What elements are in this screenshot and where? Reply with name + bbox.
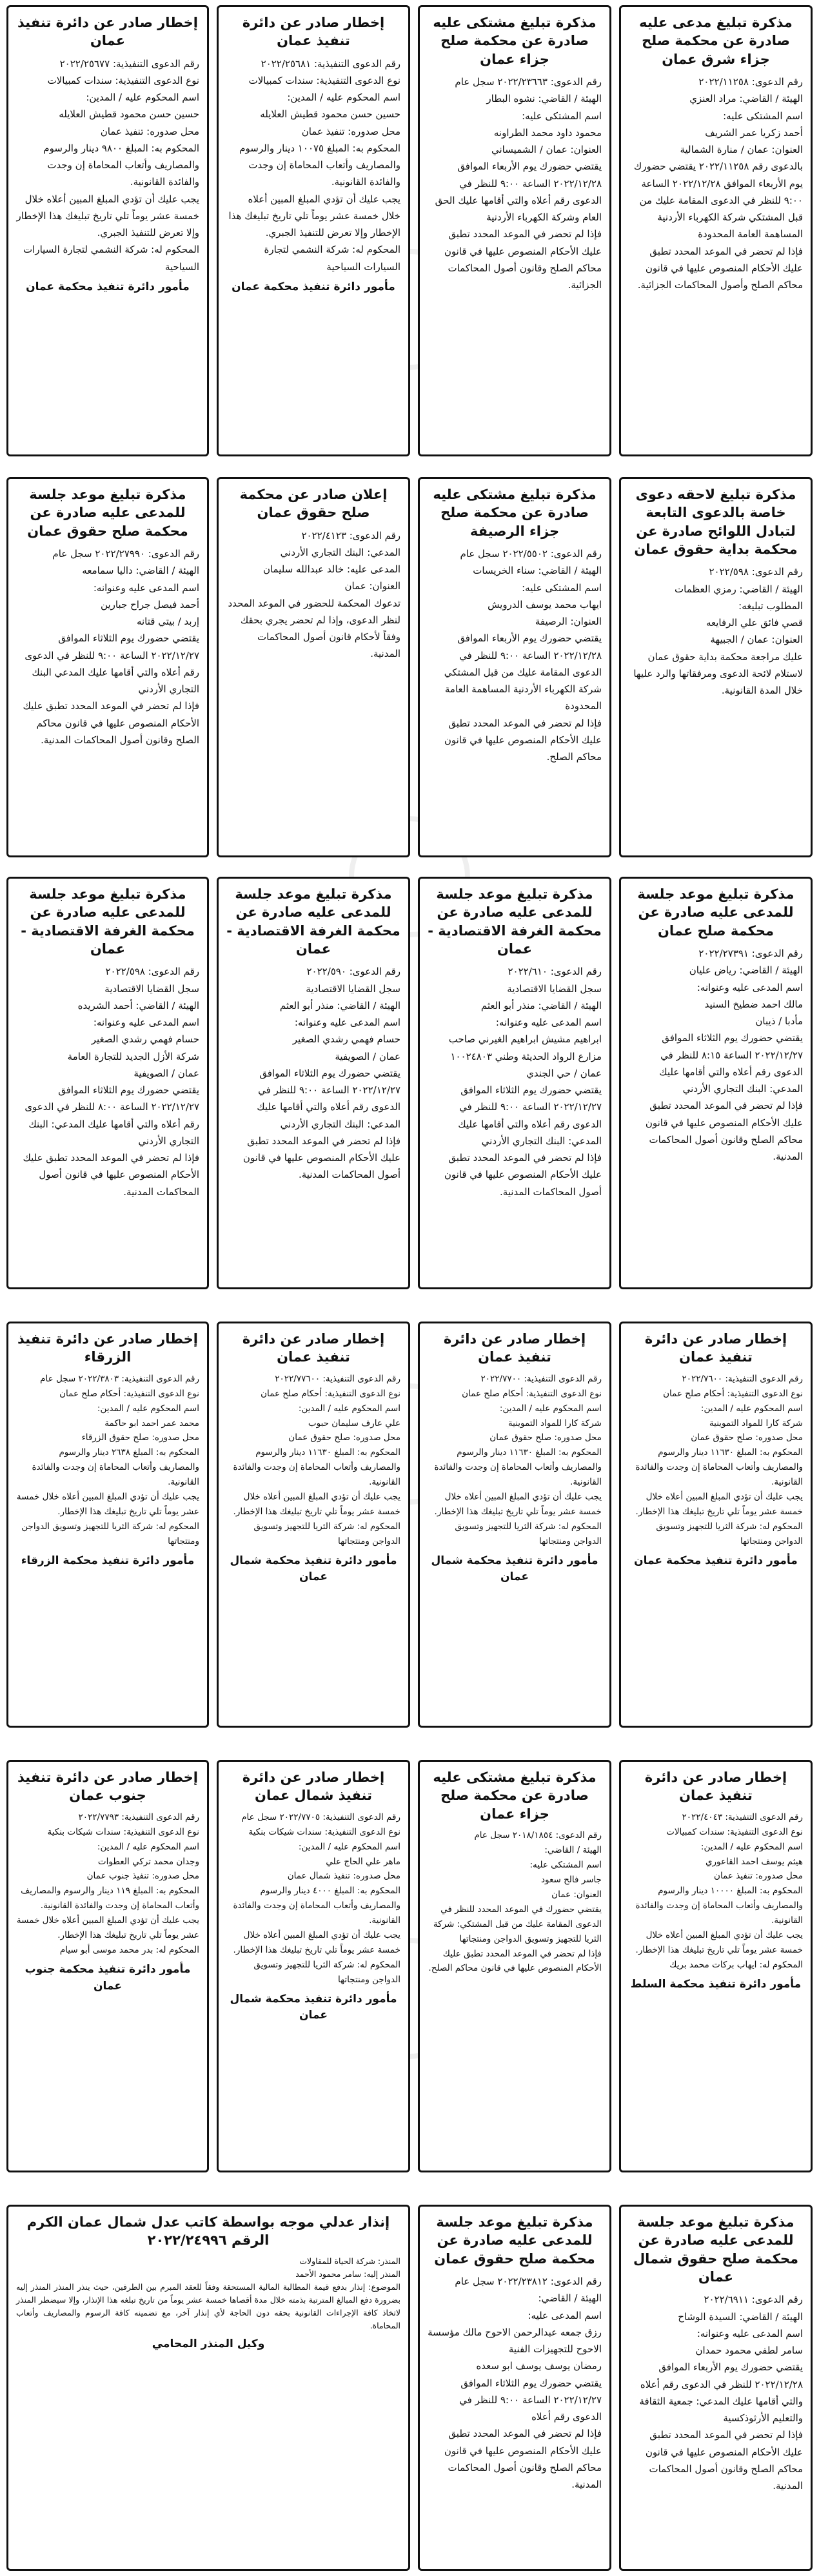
notice-signature: مأمور دائرة تنفيذ محكمة عمان (232, 280, 395, 293)
notice-card (6, 477, 209, 857)
notice-card (6, 1322, 209, 1728)
notice-body: رقم الدعوى: ٢٠٢٢/٥٩٨ الهيئة / القاضي: رمزي العظمات المطلوب تبليغه: قصي فائق علي الرفايعه العنوان: عمان / الجبيهة عليك مراجعة محكمة بداية حقوق عمان لاستلام لائحة الدعوى ومرفقاتها والرد عليها خلال المدة القانونية. (633, 566, 803, 697)
notice-body: رقم الدعوى التنفيذية: ٢٠٢٢/٤٠٤٣ نوع الدعوى التنفيذية: سندات كمبيالات اسم المحكوم عليه / المدين: هيثم يوسف احمد القاعوري محل صدوره: تنفيذ عمان المحكوم به: المبلغ ١٠٠٠٠ دينار والرسوم والمصاريف وأتعاب المحاماة إن وجدت والفائدة القانونية. يجب عليك أن تؤدي المبلغ المبين أعلاه خلال خمسة عشر يوماً تلي تاريخ تبليغك هذا الإخطار. المحكوم له: ايهاب بركات محمد بريك (635, 1811, 803, 1971)
notice-body: رقم الدعوى: ٢٠٢٢/٢٧٣٩١ الهيئة / القاضي: رياض عليان اسم المدعى عليه وعنوانه: مالك احمد ضطيخ السنيد مأدبا / ذيبان يقتضي حضورك يوم الثلاثاء الموافق ٢٠٢٢/١٢/٢٧ الساعة ٨:١٥ للنظر في الدعوى رقم أعلاه والتي أقامها عليك المدعي: البنك التجاري الأردني فإذا لم تحضر في الموعد المحدد تطبق عليك الأحكام المنصوص عليها في قانون محاكم الصلح وقانون أصول المحاكمات المدنية. (645, 948, 803, 1163)
notice-title: إخطار صادر عن دائرة تنفيذ جنوب عمان (17, 1770, 198, 1804)
notice-signature: مأمور دائرة تنفيذ محكمة شمال عمان (230, 1992, 397, 2022)
notice-card (418, 477, 611, 857)
notice-card (217, 1322, 410, 1728)
notice-card (418, 1760, 611, 2172)
notice-card (619, 877, 813, 1289)
notice-body: رقم الدعوى: ٢٠٢٢/٦٩١١ الهيئة / القاضي: السيدة الوشاح اسم المدعى عليه وعنوانه: سامر لطفي محمود حمدان يقتضي حضورك يوم الأربعاء الموافق ٢٠٢٢/١٢/٢٨ للنظر في الدعوى رقم أعلاه والتي أقامها عليك المدعي: جمعية الثقافة والتعليم الأرثوذكسية فإذا لم تحضر في الموعد المحدد تطبق عليك الأحكام المنصوص عليها في قانون محاكم الصلح وقانون أصول المحاكمات المدنية. (639, 2294, 803, 2492)
notice-title: مذكرة تبليغ مدعى عليه صادرة عن محكمة صلح جزاء شرق عمان (639, 15, 793, 67)
notice-card (217, 877, 410, 1289)
notice-body: رقم الدعوى: ٢٠٢٢/٢٣٦٦٣ سجل عام الهيئة / القاضي: نشوه البطار اسم المشتكى عليه: محمود داود محمد الطراونه العنوان: عمان / الشميساني يقتضي حضورك يوم الأربعاء الموافق ٢٠٢٢/١٢/٢٨ الساعة ٩:٠٠ للنظر في الدعوى رقم أعلاه والتي أقامها عليك الحق العام وشركة الكهرباء الأردنية فإذا لم تحضر في الموعد المحدد تطبق عليك الأحكام المنصوص عليها في قانون محاكم الصلح وقانون أصول المحاكمات الجزائية. (435, 76, 602, 291)
notice-body: رقم الدعوى التنفيذية: ٢٠٢٢/٧٦٠٠ نوع الدعوى التنفيذية: أحكام صلح عمان اسم المحكوم عليه / المدين: شركة كارا للمواد التموينية محل صدوره: صلح حقوق عمان المحكوم به: المبلغ ١١٦٣٠ دينار والرسوم والمصاريف وأتعاب المحاماة إن وجدت والفائدة القانونية. يجب عليك أن تؤدي المبلغ المبين أعلاه خلال خمسة عشر يوماً تلي تاريخ تبليغك هذا الإخطار. المحكوم له: شركة الثريا للتجهيز وتسويق الدواجن ومنتجاتها (635, 1373, 803, 1547)
notice-signature: مأمور دائرة تنفيذ محكمة عمان (634, 1554, 798, 1567)
notice-body: رقم الدعوى التنفيذية: ٢٠٢٢/٧٧٠٥ سجل عام نوع الدعوى التنفيذية: سندات شيكات بنكية اسم المحكوم عليه / المدين: ماهر علي الحاج علي محل صدوره: تنفيذ شمال عمان المحكوم به: المبلغ ٤٠٠٠ دينار والرسوم والمصاريف وأتعاب المحاماة إن وجدت والفائدة القانونية. يجب عليك أن تؤدي المبلغ المبين أعلاه خلال خمسة عشر يوماً تلي تاريخ تبليغك هذا الإخطار. المحكوم له: شركة الثريا للتجهيز وتسويق الدواجن ومنتجاتها (233, 1811, 400, 1985)
notice-title: إخطار صادر عن دائرة تنفيذ عمان (242, 1331, 385, 1365)
notice-body: رقم الدعوى: ٢٠٢٢/٢٣٨١٢ سجل عام الهيئة / القاضي: اسم المدعى عليه: رزق جمعه عبدالرحمن الاحوح مالك مؤسسة الاحوح للتجهيزات الفنية رمضان يوسف يوسف ابو سعده يقتضي حضورك يوم الثلاثاء الموافق ٢٠٢٢/١٢/٢٧ الساعة ٩:٠٠ للنظر في الدعوى رقم أعلاه فإذا لم تحضر في الموعد المحدد تطبق عليك الأحكام المنصوص عليها في قانون محاكم الصلح وقانون أصول المحاكمات المدنية. (428, 2276, 602, 2491)
notice-card (217, 477, 410, 857)
notice-title: إنذار عدلي موجه بواسطة كاتب عدل شمال عمان الكرم الرقم ٢٠٢٢/٢٤٩٩٦ (26, 2214, 390, 2249)
notice-card (6, 877, 209, 1289)
notice-body: رقم الدعوى التنفيذية: ٢٠٢٢/٣٨٠٣ سجل عام نوع الدعوى التنفيذية: أحكام صلح عمان اسم المحكوم عليه / المدين: محمد عمر احمد ابو حاكمة محل صدوره: صلح حقوق الزرقاء المحكوم به: المبلغ ٢٦٣٨ دينار والرسوم والمصاريف وأتعاب المحاماة إن وجدت والفائدة القانونية. يجب عليك أن تؤدي المبلغ المبين أعلاه خلال خمسة عشر يوماً تلي تاريخ تبليغك هذا الإخطار. المحكوم له: شركة الثريا للتجهيز وتسويق الدواجن ومنتجاتها (16, 1373, 199, 1547)
notice-card (619, 2205, 813, 2571)
notice-body: رقم الدعوى التنفيذية: ٢٠٢٢/٧٧٩٣ نوع الدعوى التنفيذية: سندات شيكات بنكية اسم المحكوم عليه / المدين: وجدان محمد تركي العطوات محل صدوره: تنفيذ جنوب عمان المحكوم به: المبلغ ١١٩ دينار والرسوم والمصاريف وأتعاب المحاماة إن وجدت والفائدة القانونية. يجب عليك أن تؤدي المبلغ المبين أعلاه خلال خمسة عشر يوماً تلي تاريخ تبليغك هذا الإخطار. المحكوم له: بدر محمد موسى أبو سيام (16, 1811, 199, 1956)
notice-card (418, 877, 611, 1289)
notice-title: مذكرة تبليغ موعد جلسة للمدعى عليه صادرة عن محكمة الغرفة الاقتصادية - عمان (226, 886, 400, 957)
notice-body: المنذر: شركة الحياة للمقاولات المنذر إليه: سامر محمود الأحمد الموضوع: إنذار بدفع قيمة المطالبة المالية المستحقة وفقاً للعقد المبرم بين الطرفين، حيث ينذر المنذر المنذر إليه بضرورة دفع المبالغ المترتبة بذمته خلال مدة أقصاها خمسة عشر يوماً من تاريخ تبلغه هذا الإنذار، وإلا سيضطر المنذر لاتخاذ كافة الإجراءات القانونية بحقه دون الحاجة لأي إنذار آخر، مع تضمينه كافة الرسوم والمصاريف وأتعاب المحاماة. (16, 2256, 400, 2330)
notice-body: رقم الدعوى: ٢٠٢٢/٦١٠ سجل القضايا الاقتصادية الهيئة / القاضي: منذر أبو العثم اسم المدعى عليه وعنوانه: ابراهيم مشيش ابراهيم الغيرني صاحب مزارع الرواد الحديثة وطني ١٠٠٢٤٨٠٣ عمان / حي الجندي يقتضي حضورك يوم الثلاثاء الموافق ٢٠٢٢/١٢/٢٧ الساعة ٩:٠٠ للنظر في الدعوى رقم أعلاه والتي أقامها عليك المدعي: البنك التجاري الأردني فإذا لم تحضر في الموعد المحدد تطبق عليك الأحكام المنصوص عليها في قانون أصول المحاكمات المدنية. (444, 966, 602, 1198)
notice-body: رقم الدعوى التنفيذية: ٢٠٢٢/٧٧٠٠ نوع الدعوى التنفيذية: أحكام صلح عمان اسم المحكوم عليه / المدين: شركة كارا للمواد التموينية محل صدوره: صلح حقوق عمان المحكوم به: المبلغ ١١٦٣٠ دينار والرسوم والمصاريف وأتعاب المحاماة إن وجدت والفائدة القانونية. يجب عليك أن تؤدي المبلغ المبين أعلاه خلال خمسة عشر يوماً تلي تاريخ تبليغك هذا الإخطار. المحكوم له: شركة الثريا للتجهيز وتسويق الدواجن ومنتجاتها (434, 1373, 602, 1547)
notice-title: مذكرة تبليغ موعد جلسة للمدعى عليه صادرة عن محكمة صلح حقوق عمان (434, 2214, 595, 2267)
notice-signature: وكيل المنذر المحامي (152, 2337, 265, 2350)
notice-card (6, 1760, 209, 2172)
notice-body: رقم الدعوى التنفيذية: ٢٠٢٢/٢٥٦٨١ نوع الدعوى التنفيذية: سندات كمبيالات اسم المحكوم عليه / المدين: حسين حسن محمود قطيش العلايله محل صدوره: تنفيذ عمان المحكوم به: المبلغ ١٠٠٧٥ دينار والرسوم والمصاريف وأتعاب المحاماة إن وجدت والفائدة القانونية. يجب عليك أن تؤدي المبلغ المبين أعلاه خلال خمسة عشر يوماً تلي تاريخ تبليغك هذا الإخطار وإلا تعرض للتنفيذ الجبري. المحكوم له: شركة النشمي لتجارة السيارات السياحية (228, 57, 400, 273)
notice-title: إعلان صادر عن محكمة صلح حقوق عمان (239, 487, 388, 521)
notice-card (6, 5, 209, 456)
notice-title: إخطار صادر عن دائرة تنفيذ عمان (242, 15, 385, 49)
notice-title: مذكرة تبليغ مشتكى عليه صادرة عن محكمة صلح جزاء عمان (433, 15, 597, 67)
notice-body: رقم الدعوى: ٢٠١٨/١٨٥٤ سجل عام الهيئة / القاضي: اسم المشتكى عليه: جاسر فالح سعود العنوان: عمان يقتضي حضورك في الموعد المحدد للنظر في الدعوى المقامة عليك من قبل المشتكي: شركة الثريا للتجهيز وتسويق الدواجن ومنتجاتها فإذا لم تحضر في الموعد المحدد تطبق عليك الأحكام المنصوص عليها في قانون محاكم الصلح. (428, 1830, 602, 1974)
notice-body: رقم الدعوى: ٢٠٢٢/٤١٢٣ المدعي: البنك التجاري الأردني المدعى عليه: خالد عبدالله سليمان العنوان: عمان تدعوك المحكمة للحضور في الموعد المحدد لنظر الدعوى، وإذا لم تحضر يجري بحقك وفقاً لأحكام قانون أصول المحاكمات المدنية. (228, 529, 400, 660)
notice-title: مذكرة تبليغ مشتكى عليه صادرة عن محكمة صلح جزاء الرصيفة (433, 487, 597, 539)
notice-body: رقم الدعوى: ٢٠٢٢/٥٥٠٢ سجل عام الهيئة / القاضي: سناء الخريسات اسم المشتكى عليه: ايهاب محمد يوسف الدرويش العنوان: الرصيفة يقتضي حضورك يوم الأربعاء الموافق ٢٠٢٢/١٢/٢٨ الساعة ٩:٠٠ للنظر في الدعوى المقامة عليك من قبل المشتكي شركة الكهرباء الأردنية المساهمة العامة المحدودة فإذا لم تحضر في الموعد المحدد تطبق عليك الأحكام المنصوص عليها في قانون محاكم الصلح. (444, 548, 602, 763)
notice-body: رقم الدعوى: ٢٠٢٢/٥٩٠ سجل القضايا الاقتصادية الهيئة / القاضي: منذر أبو العثم اسم المدعى عليه وعنوانه: حسام فهمي رشدي الصغير عمان / الصويفية يقتضي حضورك يوم الثلاثاء الموافق ٢٠٢٢/١٢/٢٧ الساعة ٩:٠٠ للنظر في الدعوى رقم أعلاه والتي أقامها عليك المدعي: البنك التجاري الأردني فإذا لم تحضر في الموعد المحدد تطبق عليك الأحكام المنصوص عليها في قانون أصول المحاكمات المدنية. (242, 966, 400, 1181)
notice-signature: مأمور دائرة تنفيذ محكمة شمال عمان (431, 1554, 598, 1584)
notice-signature: مأمور دائرة تنفيذ محكمة جنوب عمان (25, 1963, 191, 1993)
notice-body: رقم الدعوى التنفيذية: ٢٠٢٢/٧٧٦٠٠ نوع الدعوى التنفيذية: أحكام صلح عمان اسم المحكوم عليه / المدين: علي عارف سليمان حبوب محل صدوره: صلح حقوق عمان المحكوم به: المبلغ ١١٦٣٠ دينار والرسوم والمصاريف وأتعاب المحاماة إن وجدت والفائدة القانونية. يجب عليك أن تؤدي المبلغ المبين أعلاه خلال خمسة عشر يوماً تلي تاريخ تبليغك هذا الإخطار. المحكوم له: شركة الثريا للتجهيز وتسويق الدواجن ومنتجاتها (233, 1373, 400, 1547)
notice-title: إخطار صادر عن دائرة تنفيذ عمان (443, 1331, 586, 1365)
notice-signature: مأمور دائرة تنفيذ محكمة عمان (26, 280, 190, 293)
notice-body: رقم الدعوى: ٢٠٢٢/٢٧٩٩٠ سجل عام الهيئة / القاضي: داليا سمامعه اسم المدعى عليه وعنوانه: أحمد فيصل جراح جبارين إربد / بيتي قتانه يقتضي حضورك يوم الثلاثاء الموافق ٢٠٢٢/١٢/٢٧ الساعة ٩:٠٠ للنظر في الدعوى رقم أعلاه والتي أقامها عليك المدعي البنك التجاري الأردني فإذا لم تحضر في الموعد المحدد تطبق عليك الأحكام المنصوص عليها في قانون محاكم الصلح وقانون أصول المحاكمات المدنية. (23, 548, 199, 746)
notice-body: رقم الدعوى: ٢٠٢٢/١١٢٥٨ الهيئة / القاضي: مراد العنزي اسم المشتكى عليه: أحمد زكريا عمر الشريف العنوان: عمان / منارة الشمالية بالدعوى رقم ٢٠٢٢/١١٢٥٨ يقتضي حضورك يوم الأربعاء الموافق ٢٠٢٢/١٢/٢٨ الساعة ٩:٠٠ للنظر في الدعوى المقامة عليك من قبل المشتكي شركة الكهرباء الأردنية المساهمة العامة المحدودة فإذا لم تحضر في الموعد المحدد تطبق عليك الأحكام المنصوص عليها في قانون محاكم الصلح وأصول المحاكمات الجزائية. (633, 76, 803, 291)
notice-card (6, 2205, 410, 2571)
notice-title: مذكرة تبليغ مشتكى عليه صادرة عن محكمة صلح جزاء عمان (433, 1770, 597, 1822)
notice-title: مذكرة تبليغ موعد جلسة للمدعى عليه صادرة عن محكمة صلح حقوق شمال عمان (633, 2214, 799, 2285)
notice-title: مذكرة تبليغ موعد جلسة للمدعى عليه صادرة عن محكمة الغرفة الاقتصادية - عمان (21, 886, 195, 957)
notice-body: رقم الدعوى التنفيذية: ٢٠٢٢/٢٥٦٧٧ نوع الدعوى التنفيذية: سندات كمبيالات اسم المحكوم عليه / المدين: حسين حسن محمود قطيش العلايله محل صدوره: تنفيذ عمان المحكوم به: المبلغ ٩٨٠٠ دينار والرسوم والمصاريف وأتعاب المحاماة إن وجدت والفائدة القانونية. يجب عليك أن تؤدي المبلغ المبين أعلاه خلال خمسة عشر يوماً تلي تاريخ تبليغك هذا الإخطار وإلا تعرض للتنفيذ الجبري. المحكوم له: شركة النشمي لتجارة السيارات السياحية (16, 57, 199, 273)
notice-signature: مأمور دائرة تنفيذ محكمة الزرقاء (21, 1554, 195, 1567)
notice-body: رقم الدعوى: ٢٠٢٢/٥٩٨ سجل القضايا الاقتصادية الهيئة / القاضي: أحمد الشريده اسم المدعى عليه وعنوانه: حسام فهمي رشدي الصغير شركة الأزل الجديد للتجارة العامة عمان / الصويفية يقتضي حضورك يوم الثلاثاء الموافق ٢٠٢٢/١٢/٢٧ الساعة ٨:٠٠ للنظر في الدعوى رقم أعلاه والتي أقامها عليك المدعي: البنك التجاري الأردني فإذا لم تحضر في الموعد المحدد تطبق عليك الأحكام المنصوص عليها في قانون أصول المحاكمات المدنية. (23, 966, 199, 1198)
notice-card (217, 5, 410, 456)
notice-title: إخطار صادر عن دائرة تنفيذ الزرقاء (17, 1331, 198, 1365)
notice-card (619, 5, 813, 456)
notice-title: إخطار صادر عن دائرة تنفيذ عمان (644, 1331, 787, 1365)
notice-card (619, 477, 813, 857)
notice-signature: مأمور دائرة تنفيذ محكمة شمال عمان (230, 1554, 397, 1584)
notice-signature: مأمور دائرة تنفيذ محكمة السلط (630, 1978, 802, 1991)
notice-title: إخطار صادر عن دائرة تنفيذ شمال عمان (242, 1770, 385, 1804)
notice-title: مذكرة تبليغ لاحقه دعوى خاصة بالدعوى التابعة لتبادل اللوائح صادرة عن محكمة بداية حقوق عمان (634, 487, 798, 558)
notice-title: مذكرة تبليغ موعد جلسة للمدعى عليه صادرة عن محكمة صلح حقوق عمان (27, 487, 188, 539)
notice-title: إخطار صادر عن دائرة تنفيذ عمان (644, 1770, 787, 1804)
notice-card (418, 1322, 611, 1728)
notice-card (217, 1760, 410, 2172)
notice-card (619, 1322, 813, 1728)
notice-card (418, 2205, 611, 2571)
notice-card (418, 5, 611, 456)
notice-title: إخطار صادر عن دائرة تنفيذ عمان (17, 15, 198, 49)
notice-title: مذكرة تبليغ موعد جلسة للمدعى عليه صادرة عن محكمة الغرفة الاقتصادية - عمان (428, 886, 602, 957)
notice-card (619, 1760, 813, 2172)
notice-title: مذكرة تبليغ موعد جلسة للمدعى عليه صادرة عن محكمة صلح عمان (637, 886, 794, 939)
